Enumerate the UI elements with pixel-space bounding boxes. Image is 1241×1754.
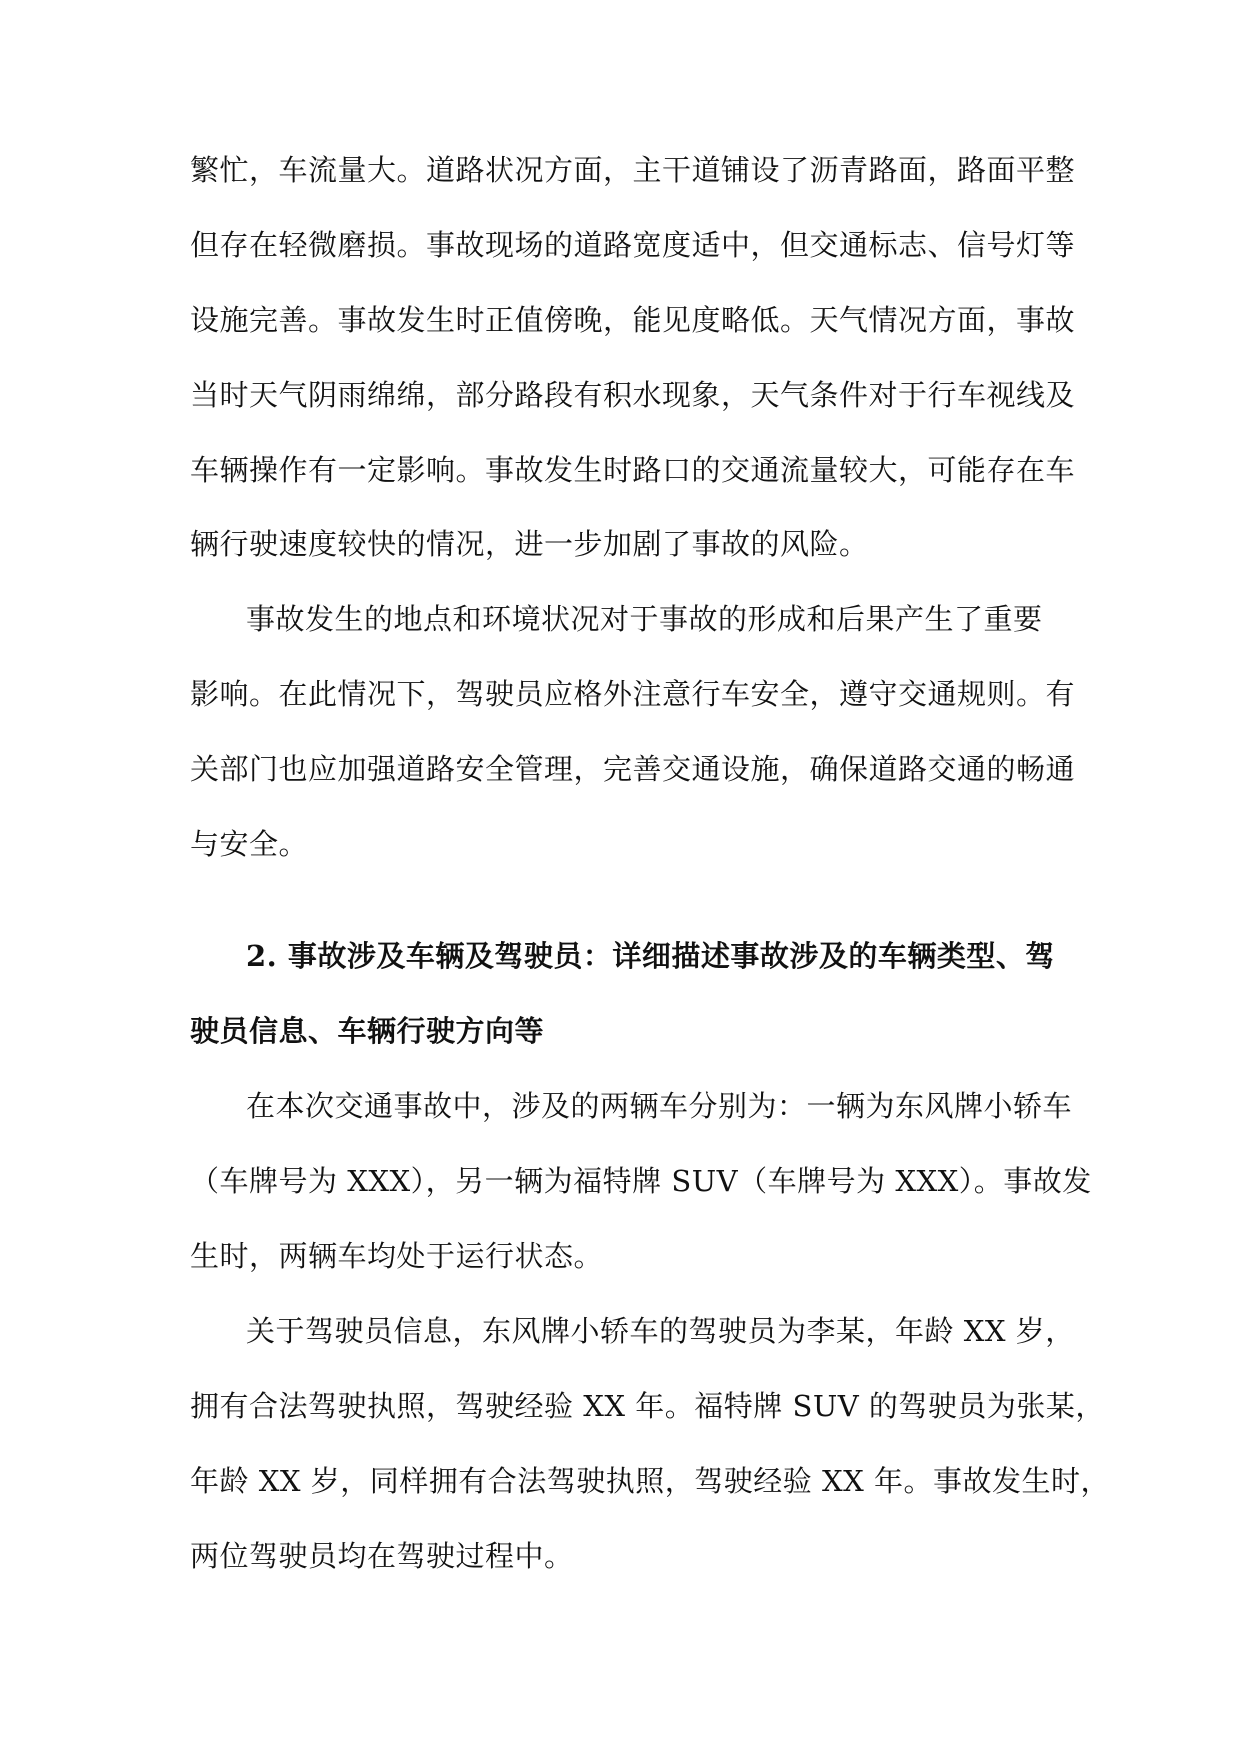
text-line: 关于驾驶员信息，东风牌小轿车的驾驶员为李某，年龄 XX 岁，	[246, 1314, 1075, 1348]
text-line: 与安全。	[190, 827, 309, 861]
text-line: 繁忙，车流量大。道路状况方面，主干道铺设了沥青路面，路面平整	[190, 153, 1076, 187]
text-line: 生时，两辆车均处于运行状态。	[190, 1239, 604, 1273]
text-line: 但存在轻微磨损。事故现场的道路宽度适中，但交通标志、信号灯等	[190, 228, 1076, 262]
text-line: 当时天气阴雨绵绵，部分路段有积水现象，天气条件对于行车视线及	[190, 378, 1076, 412]
text-line: 关部门也应加强道路安全管理，完善交通设施，确保道路交通的畅通	[190, 752, 1076, 786]
text-line: （车牌号为 XXX），另一辆为福特牌 SUV（车牌号为 XXX）。事故发	[190, 1164, 1092, 1198]
text-line: 在本次交通事故中，涉及的两辆车分别为：一辆为东风牌小轿车	[246, 1089, 1073, 1123]
text-line: 设施完善。事故发生时正值傍晚，能见度略低。天气情况方面，事故	[190, 303, 1076, 337]
text-line: 辆行驶速度较快的情况，进一步加剧了事故的风险。	[190, 527, 869, 561]
heading-line: 驶员信息、车辆行驶方向等	[190, 1014, 545, 1048]
text-line: 两位驾驶员均在驾驶过程中。	[190, 1539, 574, 1573]
text-line: 事故发生的地点和环境状况对于事故的形成和后果产生了重要	[246, 602, 1043, 636]
text-line: 车辆操作有一定影响。事故发生时路口的交通流量较大，可能存在车	[190, 453, 1076, 487]
text-line: 影响。在此情况下，驾驶员应格外注意行车安全，遵守交通规则。有	[190, 677, 1076, 711]
text-line: 拥有合法驾驶执照，驾驶经验 XX 年。福特牌 SUV 的驾驶员为张某，	[190, 1389, 1105, 1423]
heading-line: 2. 事故涉及车辆及驾驶员：详细描述事故涉及的车辆类型、驾	[246, 939, 1055, 973]
text-line: 年龄 XX 岁，同样拥有合法驾驶执照，驾驶经验 XX 年。事故发生时，	[190, 1464, 1110, 1498]
